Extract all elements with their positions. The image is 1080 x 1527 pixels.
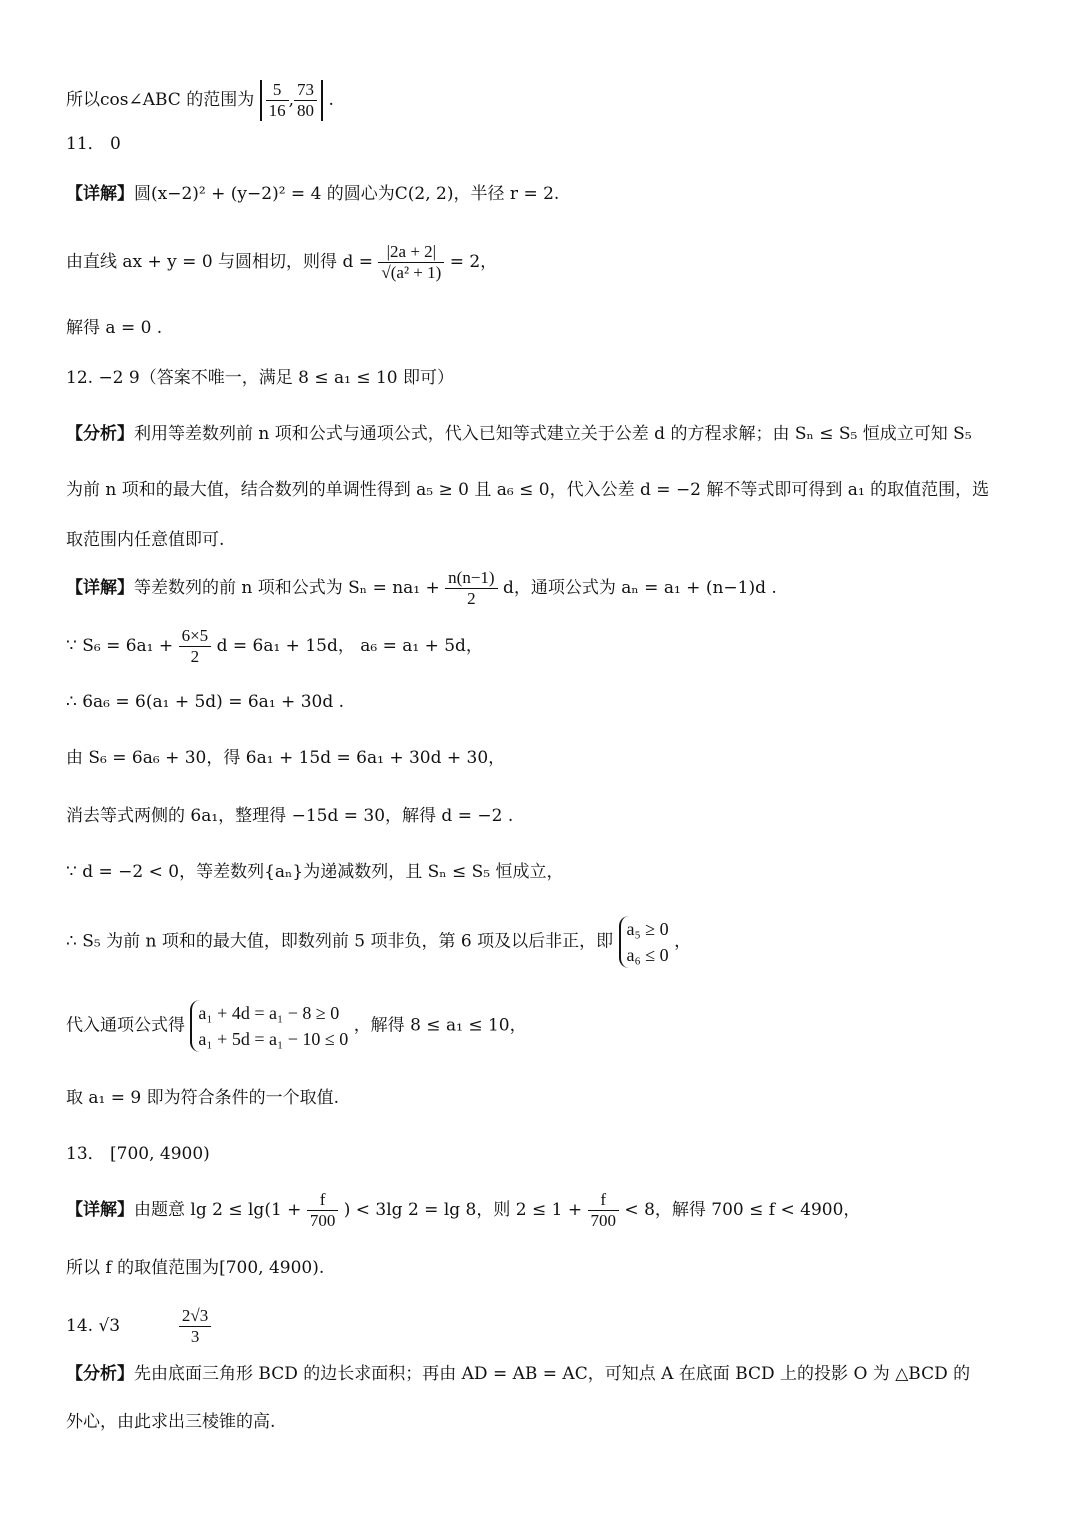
- fraction: [445, 568, 497, 609]
- numerator: f: [307, 1190, 339, 1211]
- section-tag: 【分析】: [66, 1364, 134, 1384]
- system-row: a₁ + 4d = a₁ − 8 ≥ 0: [198, 1003, 340, 1023]
- line-text: ) < 3lg 2 = lg 8，则 2 ≤ 1 +: [343, 1200, 583, 1220]
- numerator: |2a + 2|: [378, 242, 444, 263]
- denominator: 2: [467, 589, 476, 608]
- numerator: 6×5: [179, 626, 212, 647]
- text-line: [66, 626, 1020, 667]
- system-row: a₆ ≤ 0: [626, 945, 669, 965]
- interval-bracket: $\frac{5}{16}$ , $\frac{73}{80}$: [260, 80, 323, 121]
- line-text: 代入通项公式得: [66, 1015, 185, 1036]
- line-text: 由题意 lg 2 ≤ lg(1 +: [134, 1200, 302, 1220]
- text-line: 取 a₁ = 9 即为符合条件的一个取值.: [66, 1088, 340, 1108]
- line-text: .: [328, 90, 334, 110]
- fraction: [179, 626, 212, 667]
- line-text: 由直线 ax + y = 0 与圆相切，则得 d =: [66, 252, 373, 272]
- line-text: ，解得 8 ≤ a₁ ≤ 10，: [353, 1015, 527, 1036]
- text-line: ∵ d = −2 < 0，等差数列{aₙ}为递减数列，且 Sₙ ≤ S₅ 恒成立，: [66, 862, 564, 882]
- line-text: d = 6a₁ + 15d， a₆ = a₁ + 5d，: [216, 636, 483, 656]
- text-line: 消去等式两侧的 6a₁，整理得 −15d = 30，解得 d = −2 .: [66, 806, 514, 826]
- inequality-system: [190, 1000, 348, 1052]
- line-text: ，: [674, 931, 692, 952]
- line-text: = 2，: [449, 252, 498, 272]
- numerator: n(n−1): [445, 568, 497, 589]
- line-text: 所以cos∠ABC 的范围为: [66, 90, 255, 110]
- answer-line: [66, 1306, 1020, 1347]
- fraction: [266, 80, 289, 121]
- text-line: [66, 1190, 1020, 1231]
- line-text: 等差数列的前 n 项和公式为 Sₙ = na₁ +: [134, 578, 440, 598]
- section-tag: 【分析】: [66, 424, 134, 444]
- line-text: 先由底面三角形 BCD 的边长求面积；再由 AD = AB = AC，可知点 A 在底面 BCD 上的投影 O 为 △BCD 的: [134, 1364, 971, 1384]
- line-text: < 8，解得 700 ≤ f < 4900，: [624, 1200, 861, 1220]
- denominator: 700: [309, 1211, 336, 1230]
- text-line: [66, 916, 1020, 968]
- numerator: 73: [294, 80, 317, 101]
- fraction: [307, 1190, 339, 1231]
- text-line: 外心，由此求出三棱锥的高.: [66, 1412, 276, 1432]
- text-line: ∴ 6a₆ = 6(a₁ + 5d) = 6a₁ + 30d .: [66, 692, 345, 712]
- denominator: 80: [297, 101, 315, 120]
- text-line: [66, 568, 1020, 609]
- line-text: ∴ S₅ 为前 n 项和的最大值，即数列前 5 项非负，第 6 项及以后非正，即: [66, 931, 614, 952]
- text-line: [66, 422, 1020, 446]
- system-row: a₁ + 5d = a₁ − 10 ≤ 0: [198, 1029, 349, 1049]
- text-line: 解得 a = 0 .: [66, 318, 163, 338]
- text-line: [66, 80, 1020, 121]
- section-tag: 【详解】: [66, 1200, 134, 1220]
- numerator: 2√3: [179, 1306, 211, 1327]
- text-line: 所以 f 的取值范围为[700, 4900).: [66, 1258, 325, 1278]
- section-tag: 【详解】: [66, 184, 134, 204]
- section-tag: 【详解】: [66, 578, 134, 598]
- numerator: 5: [266, 80, 289, 101]
- denominator: 700: [590, 1211, 617, 1230]
- denominator: √(a² + 1): [381, 263, 442, 282]
- text-line: [66, 1000, 1020, 1052]
- fraction: [588, 1190, 620, 1231]
- fraction: [294, 80, 317, 121]
- line-text: 14. √3: [66, 1316, 121, 1336]
- numerator: f: [588, 1190, 620, 1211]
- line-text: 圆(x−2)² + (y−2)² = 4 的圆心为C(2, 2)，半径 r = 2.: [134, 184, 560, 204]
- answer-line: 12. −2 9（答案不唯一，满足 8 ≤ a₁ ≤ 10 即可）: [66, 368, 455, 388]
- text-line: 由 S₆ = 6a₆ + 30，得 6a₁ + 15d = 6a₁ + 30d + 30，: [66, 748, 506, 768]
- text-line: [66, 182, 1020, 206]
- text-line: [66, 242, 1020, 283]
- line-text: 利用等差数列前 n 项和公式与通项公式，代入已知等式建立关于公差 d 的方程求解；由 Sₙ ≤ S₅ 恒成立可知 S₅: [134, 424, 972, 444]
- line-text: ∵ S₆ = 6a₁ +: [66, 636, 174, 656]
- denominator: 3: [190, 1327, 200, 1346]
- fraction: [179, 1306, 211, 1347]
- text-line: [66, 1362, 1020, 1386]
- denominator: 16: [268, 101, 286, 120]
- line-text: d，通项公式为 aₙ = a₁ + (n−1)d .: [503, 578, 777, 598]
- answer-line: 13． [700, 4900): [66, 1144, 210, 1164]
- text-line: 为前 n 项和的最大值，结合数列的单调性得到 a₅ ≥ 0 且 a₆ ≤ 0，代入公差 d = −2 解不等式即可得到 a₁ 的取值范围，选: [66, 480, 990, 500]
- denominator: 2: [190, 647, 200, 666]
- system-row: a₅ ≥ 0: [626, 919, 669, 939]
- fraction: [378, 242, 444, 283]
- inequality-system: [619, 916, 669, 968]
- answer-line: 11． 0: [66, 134, 121, 154]
- text-line: 取范围内任意值即可.: [66, 530, 225, 550]
